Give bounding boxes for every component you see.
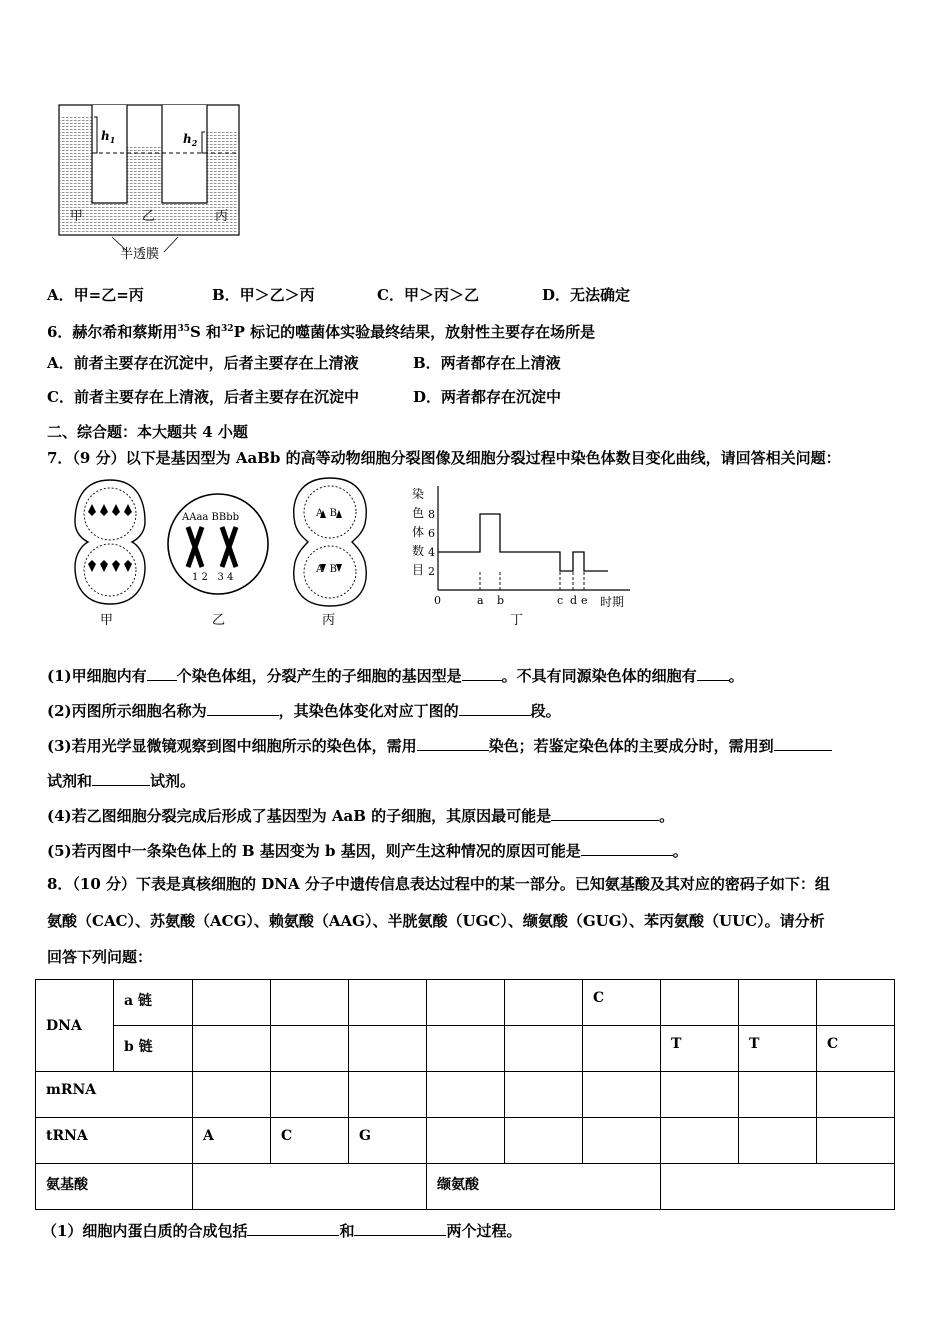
x-tick-label: e — [581, 594, 588, 607]
table-cell[interactable] — [583, 1072, 661, 1118]
y-tick-label: 2 — [428, 565, 435, 578]
table-cell[interactable] — [271, 1072, 349, 1118]
table-cell[interactable] — [427, 980, 505, 1026]
table-cell[interactable] — [661, 1072, 739, 1118]
q8-blank-2[interactable] — [354, 1219, 446, 1236]
table-cell[interactable] — [661, 1164, 895, 1210]
q7-blank-9[interactable] — [551, 804, 659, 821]
table-cell[interactable] — [193, 1072, 271, 1118]
cell-label-bing: 丙 — [322, 613, 336, 628]
table-cell[interactable]: G — [349, 1118, 427, 1164]
table-cell[interactable]: T — [739, 1026, 817, 1072]
table-cell[interactable] — [505, 1072, 583, 1118]
cell-division-figure — [60, 472, 650, 637]
q6-stem: 6．赫尔希和蔡斯用$^{35}$S 和$^{32}$P 标记的噬菌体实验最终结果，放射性主要存在场所是 — [47, 323, 596, 341]
q7-blank-6[interactable] — [417, 734, 489, 751]
table-cell[interactable] — [505, 980, 583, 1026]
q6-row2 — [47, 386, 562, 408]
table-cell[interactable] — [661, 980, 739, 1026]
table-cell[interactable] — [583, 1026, 661, 1072]
q7-sub1: (1)甲细胞内有 个染色体组，分裂产生的子细胞的基因型是 。不具有同源染色体的细胞有 。 — [47, 664, 744, 687]
dna-table — [35, 979, 895, 1210]
trna-label: tRNA — [36, 1118, 193, 1164]
y-tick-label: 4 — [428, 546, 435, 559]
cell-label-jia: 甲 — [100, 613, 114, 628]
q7-sub3: (3)若用光学显微镜观察到图中细胞所示的染色体，需用 染色；若鉴定染色体的主要成分时，需用到 — [47, 734, 832, 757]
table-cell[interactable] — [739, 1118, 817, 1164]
q5-option-c[interactable]: C．甲＞丙＞乙 — [377, 286, 479, 304]
table-cell[interactable] — [505, 1118, 583, 1164]
q7-blank-7[interactable] — [774, 734, 832, 751]
q6-option-b[interactable]: B．两者都存在上清液 — [413, 354, 561, 372]
table-cell[interactable] — [349, 1072, 427, 1118]
y-tick-label: 8 — [428, 508, 435, 521]
table-cell[interactable] — [271, 1026, 349, 1072]
q7-stem: 7．（9 分）以下是基因型为 AaBb 的高等动物细胞分裂图像及细胞分裂过程中染色体数目变化曲线，请回答相关问题： — [47, 449, 841, 467]
table-cell[interactable] — [817, 980, 895, 1026]
table-cell[interactable] — [349, 1026, 427, 1072]
section-heading: 二、综合题：本大题共 4 小题 — [47, 423, 248, 441]
b-chain-label: b 链 — [114, 1026, 193, 1072]
table-cell[interactable] — [193, 1026, 271, 1072]
cell-bing — [294, 478, 366, 606]
membrane-label: 半透膜 — [120, 247, 160, 262]
jia-chromosomes — [88, 504, 132, 572]
table-row-amino — [36, 1164, 895, 1210]
h2-label: $h_2$ — [183, 132, 198, 148]
cell-label-yi: 乙 — [212, 613, 226, 628]
q5-option-a[interactable]: A．甲=乙=丙 — [47, 286, 144, 304]
x-tick-label: d — [570, 594, 578, 607]
q8-stem-1: 8．（10 分）下表是真核细胞的 DNA 分子中遗传信息表达过程中的某一部分。已知氨基酸及其对应的密码子如下：组 — [47, 875, 830, 893]
table-row-trna — [36, 1118, 895, 1164]
osmosis-figure — [50, 95, 250, 270]
mrna-label: mRNA — [36, 1072, 193, 1118]
label-bing: 丙 — [215, 209, 229, 224]
table-row-a — [36, 980, 895, 1026]
q7-sub5: (5)若丙图中一条染色体上的 B 基因变为 b 基因，则产生这种情况的原因可能是 。 — [47, 839, 688, 862]
bing-top-genes: A B — [316, 508, 337, 519]
table-row-b — [36, 1026, 895, 1072]
h1-label: $h_1$ — [101, 129, 116, 145]
cell-label-ding: 丁 — [510, 613, 524, 628]
y-axis-char: 色 — [412, 506, 425, 520]
bing-bottom-genes: A B — [316, 564, 337, 575]
y-axis-char: 数 — [412, 544, 425, 558]
q7-blank-8[interactable] — [92, 769, 150, 786]
table-cell[interactable] — [427, 1118, 505, 1164]
table-cell[interactable]: C — [817, 1026, 895, 1072]
q7-blank-4[interactable] — [207, 699, 279, 716]
q5-option-d[interactable]: D．无法确定 — [542, 286, 631, 304]
table-cell[interactable] — [739, 1072, 817, 1118]
q7-sub3-cont: 试剂和 试剂。 — [47, 769, 195, 792]
y-axis-char: 目 — [412, 563, 425, 577]
table-cell[interactable] — [427, 1072, 505, 1118]
table-cell[interactable] — [271, 980, 349, 1026]
table-cell[interactable] — [817, 1118, 895, 1164]
y-tick-label: 6 — [428, 527, 435, 540]
table-cell[interactable] — [193, 1164, 427, 1210]
chart-origin: 0 — [434, 594, 441, 607]
q6-option-d[interactable]: D．两者都存在沉淀中 — [413, 388, 562, 406]
dna-header: DNA — [36, 980, 114, 1072]
table-cell[interactable]: T — [661, 1026, 739, 1072]
cell-jia — [75, 480, 145, 604]
chart-ding — [412, 486, 630, 609]
x-tick-label: b — [497, 594, 505, 607]
q6-option-a[interactable]: A．前者主要存在沉淀中，后者主要存在上清液 — [47, 354, 359, 372]
q7-sub4: (4)若乙图细胞分裂完成后形成了基因型为 AaB 的子细胞，其原因最可能是 。 — [47, 804, 674, 827]
q8-blank-1[interactable] — [247, 1219, 339, 1236]
table-cell[interactable] — [583, 1118, 661, 1164]
table-cell[interactable] — [193, 980, 271, 1026]
x-tick-label: a — [477, 594, 484, 607]
table-cell[interactable] — [817, 1072, 895, 1118]
q7-sub2: (2)丙图所示细胞名称为 ，其染色体变化对应丁图的 段。 — [47, 699, 561, 722]
q7-blank-1[interactable] — [147, 664, 177, 681]
table-cell[interactable]: A — [193, 1118, 271, 1164]
q7-blank-10[interactable] — [581, 839, 673, 856]
table-cell[interactable] — [739, 980, 817, 1026]
table-cell[interactable]: C — [583, 980, 661, 1026]
q5-option-b[interactable]: B．甲＞乙＞丙 — [212, 286, 315, 304]
yi-genes: AAaa BBbb — [182, 512, 240, 523]
chart-xlabel: 时期 — [600, 595, 625, 609]
table-cell[interactable] — [427, 1026, 505, 1072]
q8-sub1: （1）细胞内蛋白质的合成包括 和 两个过程。 — [42, 1219, 521, 1242]
q6-option-c[interactable]: C．前者主要存在上清液，后者主要存在沉淀中 — [47, 388, 359, 406]
q7-blank-3[interactable] — [697, 664, 729, 681]
table-cell[interactable] — [505, 1026, 583, 1072]
table-cell[interactable] — [349, 980, 427, 1026]
y-axis-char: 染 — [412, 487, 425, 501]
a-chain-label: a 链 — [114, 980, 193, 1026]
q7-blank-2[interactable] — [462, 664, 502, 681]
q8-stem-2: 氨酸（CAC）、苏氨酸（ACG）、赖氨酸（AAG）、半胱氨酸（UGC）、缬氨酸（GUG）、苯丙氨酸（UUC）。请分析 — [47, 912, 825, 930]
yi-numbers: 1 2 3 4 — [192, 572, 234, 583]
q8-stem-3: 回答下列问题： — [47, 948, 153, 966]
table-cell[interactable]: C — [271, 1118, 349, 1164]
cell-yi — [168, 494, 268, 594]
label-jia: 甲 — [70, 209, 84, 224]
table-row-mrna — [36, 1072, 895, 1118]
y-axis-char: 体 — [412, 525, 425, 539]
table-cell[interactable] — [661, 1118, 739, 1164]
chromosome-step-line — [438, 514, 608, 571]
q7-blank-5[interactable] — [459, 699, 531, 716]
x-tick-label: c — [557, 594, 564, 607]
q6-row1 — [47, 352, 561, 374]
label-yi: 乙 — [142, 209, 156, 224]
bing-chromosomes — [320, 510, 342, 572]
table-cell[interactable]: 缬氨酸 — [427, 1164, 661, 1210]
amino-label: 氨基酸 — [36, 1164, 193, 1210]
